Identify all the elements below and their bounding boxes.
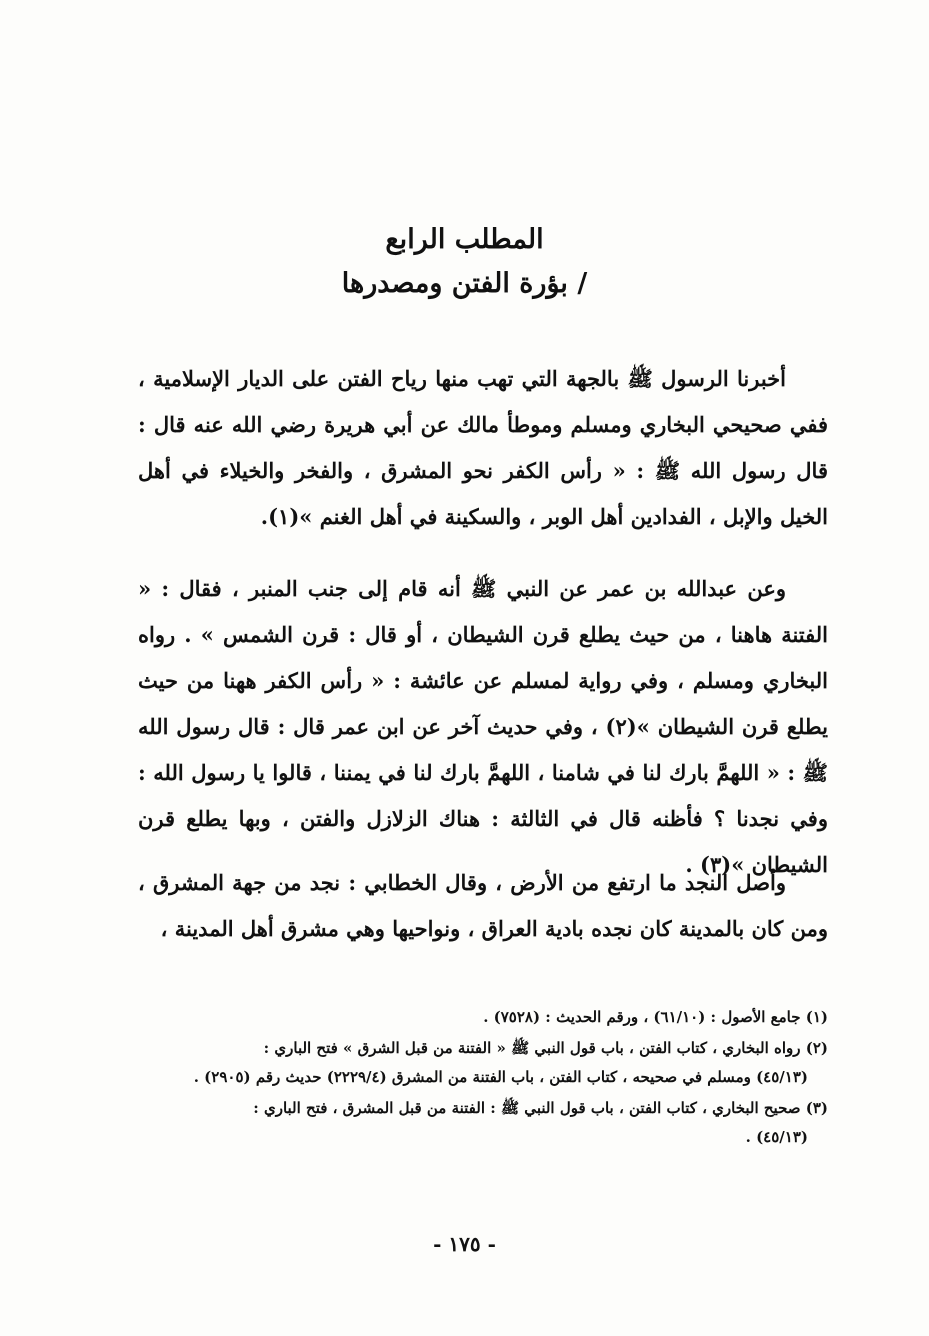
paragraph-1-block: [138, 356, 828, 540]
footnote-text: (١) جامع الأصول : (٦١/١٠) ، ورقم الحديث : (٧٥٢٨) .: [483, 1008, 828, 1026]
footnote-2: [138, 1034, 828, 1092]
footnote-text: (٣) صحيح البخاري ، كتاب الفتن ، باب قول النبي ﷺ : الفتنة من قبل المشرق ، فتح الباري :: [253, 1099, 828, 1117]
page-number: - ١٧٥ -: [433, 1232, 496, 1256]
footnote-continuation: (٤٥/١٣) ومسلم في صحيحه ، كتاب الفتن ، باب الفتنة من المشرق (٢٢٢٩/٤) حديث رقم (٢٩٠٥) .: [193, 1068, 808, 1086]
paragraph: أخبرنا الرسول ﷺ بالجهة التي تهب منها رياح الفتن على الديار الإسلامية ، ففي صحيحي البخاري ومسلم وموطأ مالك عن أبي هريرة رضي الله عنه قال : قال رسول الله ﷺ : « رأس الكفر نحو المشرق ، والفخر والخيلاء في أهل الخيل والإبل ، الفدادين أهل الوبر ، والسكينة في أهل الغنم »(١).: [138, 366, 828, 529]
footnote-1: [138, 1003, 828, 1032]
paragraph: وعن عبدالله بن عمر عن النبي ﷺ أنه قام إلى جنب المنبر ، فقال : « الفتنة هاهنا ، من حيث يطلع قرن الشيطان ، أو قال : قرن الشمس » . رواه البخاري ومسلم ، وفي رواية لمسلم عن عائشة : « رأس الكفر ههنا من حيث يطلع قرن الشيطان »(٢) ، وفي حديث آخر عن ابن عمر قال : قال رسول الله ﷺ : « اللهمَّ بارك لنا في شامنا ، اللهمَّ بارك لنا في يمننا ، قالوا يا رسول الله : وفي نجدنا ؟ فأظنه قال في الثالثة : هناك الزلازل والفتن ، وبها يطلع قرن الشيطان »(٣) .: [138, 576, 829, 877]
footnote-continuation: (٤٥/١٣) .: [745, 1128, 808, 1146]
footnote-3: [138, 1094, 828, 1152]
paragraph-3-block: [138, 860, 828, 952]
section-title: / بؤرة الفتن ومصدرها: [341, 268, 588, 299]
paragraph-2-block: [138, 566, 828, 888]
footnote-text: (٢) رواه البخاري ، كتاب الفتن ، باب قول النبي ﷺ « الفتنة من قبل الشرق » فتح الباري :: [263, 1039, 828, 1057]
section-label: المطلب الرابع: [385, 224, 544, 255]
footnotes: [138, 1003, 828, 1154]
paragraph: وأصل النجد ما ارتفع من الأرض ، وقال الخطابي : نجد من جهة المشرق ، ومن كان بالمدينة كان نجده بادية العراق ، ونواحيها وهي مشرق أهل المدينة ،: [138, 870, 828, 941]
